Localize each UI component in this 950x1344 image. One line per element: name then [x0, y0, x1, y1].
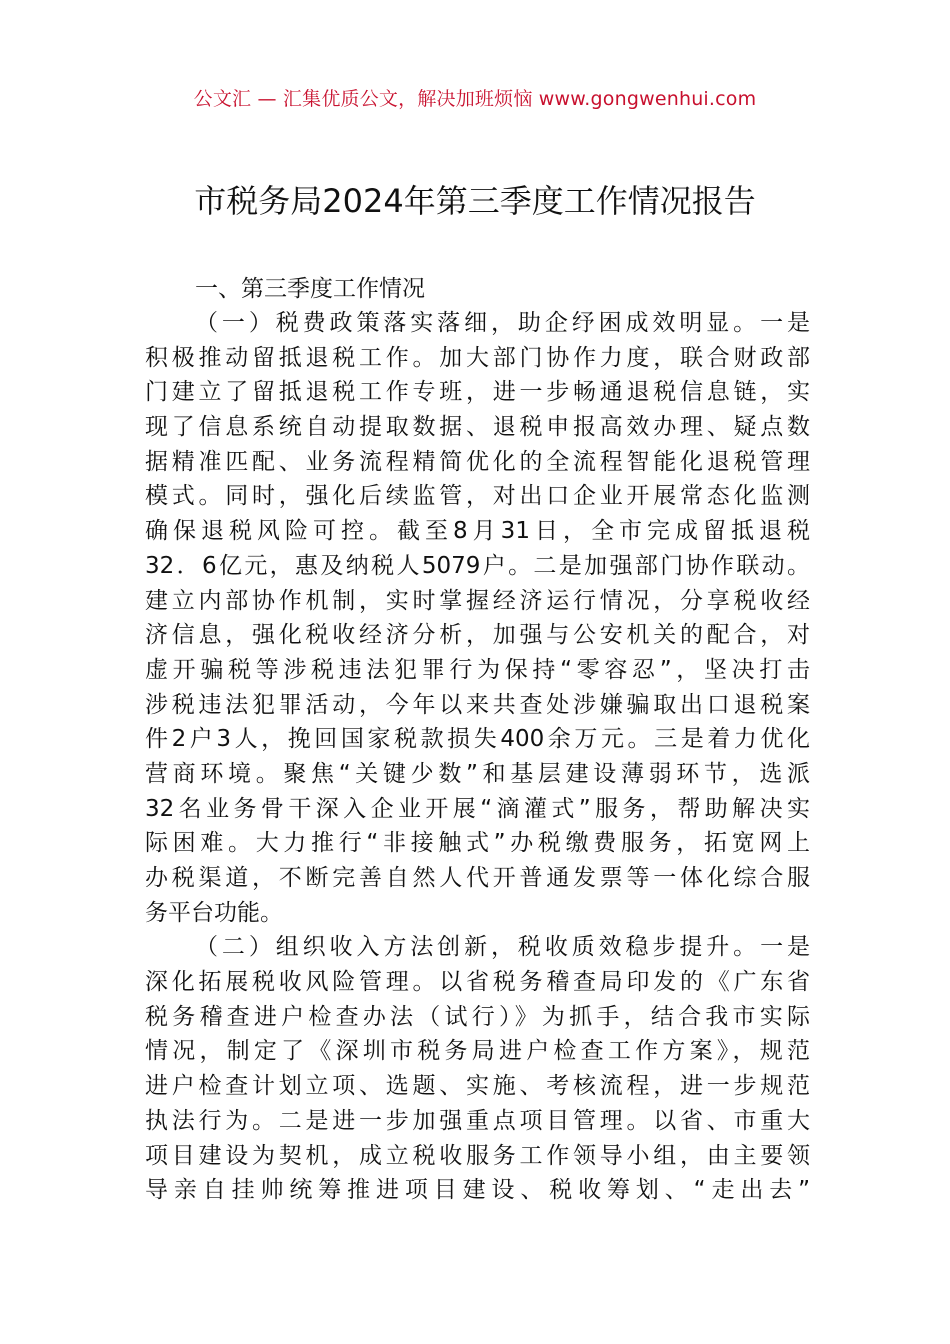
text-line: 际困难。大力推行“非接触式”办税缴费服务，拓宽网上: [145, 830, 810, 857]
text-line: 深化拓展税收风险管理。以省税务稽查局印发的《广东省: [145, 969, 810, 996]
text-line: 积极推动留抵退税工作。加大部门协作力度，联合财政部: [145, 344, 810, 371]
text-line: 济信息，强化税收经济分析，加强与公安机关的配合，对: [145, 622, 810, 649]
text-line: 现了信息系统自动提取数据、退税申报高效办理、疑点数: [145, 414, 810, 441]
text-line: 涉税违法犯罪活动，今年以来共查处涉嫌骗取出口退税案: [145, 691, 810, 718]
paragraph-2: [145, 930, 810, 1208]
text-line: 情况，制定了《深圳市税务局进户检查工作方案》，规范: [145, 1038, 810, 1065]
text-line: （二）组织收入方法创新，税收质效稳步提升。一是: [195, 934, 810, 961]
text-line: 据精准匹配、业务流程精简优化的全流程智能化退税管理: [145, 448, 810, 475]
text-line: 模式。同时，强化后续监管，对出口企业开展常态化监测: [145, 483, 810, 510]
text-line: 进户检查计划立项、选题、实施、考核流程，进一步规范: [145, 1073, 810, 1100]
text-line: 务平台功能。: [145, 899, 283, 926]
text-line: 32名业务骨干深入企业开展“滴灌式”服务，帮助解决实: [145, 795, 810, 822]
document-title: 市税务局2024年第三季度工作情况报告: [194, 182, 756, 220]
header-banner: 公文汇 — 汇集优质公文，解决加班烦恼 www.gongwenhui.com: [193, 88, 757, 110]
document-body: [145, 272, 810, 1208]
text-line: 建立内部协作机制，实时掌握经济运行情况，分享税收经: [145, 587, 810, 614]
text-line: 件2户3人，挽回国家税款损失400余万元。三是着力优化: [145, 726, 810, 753]
paragraph-1: [145, 306, 810, 930]
text-line: 门建立了留抵退税工作专班，进一步畅通退税信息链，实: [145, 379, 810, 406]
text-line: 执法行为。二是进一步加强重点项目管理。以省、市重大: [145, 1107, 810, 1134]
text-line: （一）税费政策落实落细，助企纾困成效明显。一是: [195, 310, 810, 336]
text-line: 税务稽查进户检查办法（试行）》为抓手，结合我市实际: [145, 1003, 810, 1030]
text-line: 确保退税风险可控。截至8月31日，全市完成留抵退税: [145, 518, 810, 545]
text-line: 虚开骗税等涉税违法犯罪行为保持“零容忍”，坚决打击: [145, 656, 810, 683]
text-line: 导亲自挂帅统筹推进项目建设、税收筹划、“走出去”: [145, 1177, 810, 1204]
text-line: 办税渠道，不断完善自然人代开普通发票等一体化综合服: [145, 865, 810, 891]
text-line: 项目建设为契机，成立税收服务工作领导小组，由主要领: [145, 1142, 810, 1169]
text-line: 32．6亿元，惠及纳税人5079户。二是加强部门协作联动。: [145, 552, 810, 579]
section-heading: 一、第三季度工作情况: [195, 276, 425, 302]
text-line: 营商环境。聚焦“关键少数”和基层建设薄弱环节，选派: [145, 760, 810, 787]
